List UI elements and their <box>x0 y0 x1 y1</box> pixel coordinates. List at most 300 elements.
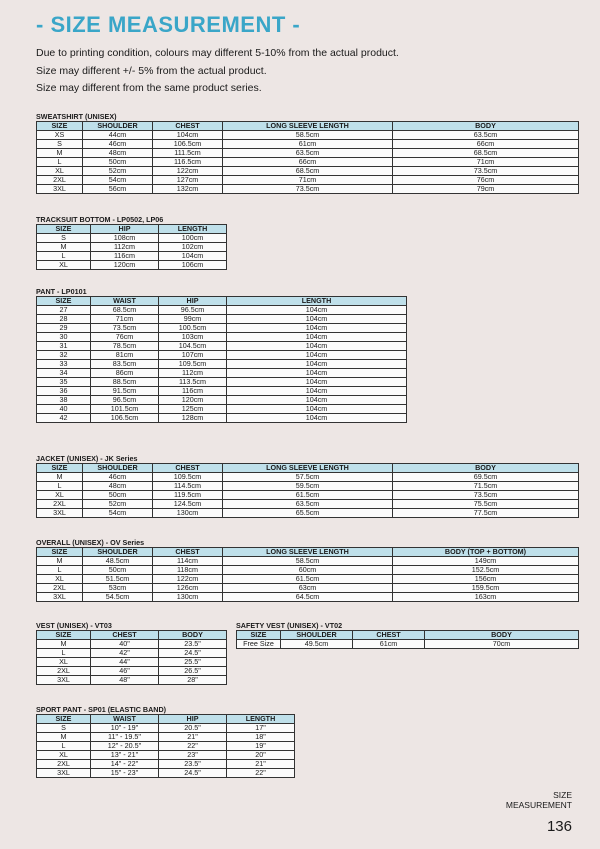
table-cell: 106.5cm <box>91 414 159 423</box>
table-cell: L <box>37 566 83 575</box>
footer-label <box>506 790 572 810</box>
table-cell: 122cm <box>153 167 223 176</box>
size-table <box>36 463 579 518</box>
column-header: SHOULDER <box>281 631 353 640</box>
column-header: LENGTH <box>227 715 295 724</box>
table-row <box>37 473 579 482</box>
column-header: SHOULDER <box>83 122 153 131</box>
table-cell: 99cm <box>159 315 227 324</box>
table-cell: 63.5cm <box>393 131 579 140</box>
table-row <box>37 324 407 333</box>
table-cell: 51.5cm <box>83 575 153 584</box>
table-cell: 68.5cm <box>223 167 393 176</box>
table-cell: 91.5cm <box>91 387 159 396</box>
table-cell: 48.5cm <box>83 557 153 566</box>
table-cell: 78.5cm <box>91 342 159 351</box>
table-row <box>37 500 579 509</box>
table-row <box>37 140 579 149</box>
table-cell: 114cm <box>153 557 223 566</box>
table-cell: 124.5cm <box>153 500 223 509</box>
table-cell: 122cm <box>153 575 223 584</box>
column-header: LONG SLEEVE LENGTH <box>223 122 393 131</box>
table-cell: 111.5cm <box>153 149 223 158</box>
table-row <box>37 306 407 315</box>
table-cell: 118cm <box>153 566 223 575</box>
table-cell: 73.5cm <box>393 167 579 176</box>
table-cell: 48" <box>91 676 159 685</box>
table-row <box>37 751 295 760</box>
column-header: WAIST <box>91 297 159 306</box>
table-cell: 54cm <box>83 176 153 185</box>
column-header: HIP <box>159 715 227 724</box>
table-row <box>37 333 407 342</box>
table-cell: 3XL <box>37 185 83 194</box>
notes <box>36 45 399 98</box>
table-cell: 50cm <box>83 566 153 575</box>
table-title: OVERALL (UNISEX) - OV Series <box>36 538 145 547</box>
table-cell: 27 <box>37 306 91 315</box>
table-cell: 63cm <box>223 584 393 593</box>
table-cell: 58.5cm <box>223 557 393 566</box>
table-cell: L <box>37 649 91 658</box>
table-row <box>37 149 579 158</box>
table-cell: 24.5" <box>159 769 227 778</box>
column-header: LONG SLEEVE LENGTH <box>223 464 393 473</box>
table-cell: XL <box>37 491 83 500</box>
table-cell: 100.5cm <box>159 324 227 333</box>
table-cell: 18" <box>227 733 295 742</box>
table-row <box>37 158 579 167</box>
table-cell: 103cm <box>159 333 227 342</box>
table-cell: 42 <box>37 414 91 423</box>
table-cell: 56cm <box>83 185 153 194</box>
page-number: 136 <box>546 818 572 835</box>
table-cell: 63.5cm <box>223 149 393 158</box>
table-cell: 152.5cm <box>393 566 579 575</box>
table-cell: 102cm <box>159 243 227 252</box>
table-cell: 36 <box>37 387 91 396</box>
column-header: SHOULDER <box>83 464 153 473</box>
table-cell: 65.5cm <box>223 509 393 518</box>
table-cell: 2XL <box>37 500 83 509</box>
note-line: Due to printing condition, colours may different 5-10% from the actual product. <box>36 47 399 59</box>
table-cell: 125cm <box>159 405 227 414</box>
table-cell: 119.5cm <box>153 491 223 500</box>
table-cell: 101.5cm <box>91 405 159 414</box>
table-row <box>37 593 579 602</box>
table-cell: 96.5cm <box>91 396 159 405</box>
table-cell: Free Size <box>237 640 281 649</box>
size-table <box>36 547 579 602</box>
table-cell: 114.5cm <box>153 482 223 491</box>
table-cell: XL <box>37 261 91 270</box>
table-row <box>37 509 579 518</box>
table-cell: 58.5cm <box>223 131 393 140</box>
table-cell: 19" <box>227 742 295 751</box>
table-cell: 120cm <box>91 261 159 270</box>
table-cell: 29 <box>37 324 91 333</box>
table-row <box>37 185 579 194</box>
vest-section <box>36 621 226 685</box>
table-cell: 61cm <box>223 140 393 149</box>
table-cell: 3XL <box>37 509 83 518</box>
table-cell: 104cm <box>159 252 227 261</box>
table-cell: L <box>37 252 91 261</box>
table-cell: 104cm <box>227 315 407 324</box>
table-cell: 126cm <box>153 584 223 593</box>
table-cell: 21" <box>159 733 227 742</box>
column-header: LENGTH <box>159 225 227 234</box>
table-cell: 2XL <box>37 584 83 593</box>
table-cell: 3XL <box>37 593 83 602</box>
sweatshirt-section <box>36 112 578 194</box>
column-header: SIZE <box>37 715 91 724</box>
table-cell: 113.5cm <box>159 378 227 387</box>
column-header: LONG SLEEVE LENGTH <box>223 548 393 557</box>
column-header: CHEST <box>91 631 159 640</box>
table-cell: 79cm <box>393 185 579 194</box>
table-row <box>37 351 407 360</box>
table-row <box>37 369 407 378</box>
table-header-row <box>37 715 295 724</box>
table-cell: 34 <box>37 369 91 378</box>
table-row <box>37 557 579 566</box>
table-row <box>37 387 407 396</box>
table-cell: 77.5cm <box>393 509 579 518</box>
table-cell: L <box>37 158 83 167</box>
table-row <box>37 167 579 176</box>
column-header: SHOULDER <box>83 548 153 557</box>
table-row <box>37 667 227 676</box>
table-header-row <box>37 464 579 473</box>
table-cell: 104cm <box>227 351 407 360</box>
table-cell: 104.5cm <box>159 342 227 351</box>
table-cell: 76cm <box>393 176 579 185</box>
table-cell: 54cm <box>83 509 153 518</box>
table-cell: 61.5cm <box>223 575 393 584</box>
table-cell: 70cm <box>425 640 579 649</box>
column-header: BODY <box>393 122 579 131</box>
table-cell: XL <box>37 751 91 760</box>
table-cell: 163cm <box>393 593 579 602</box>
column-header: BODY <box>425 631 579 640</box>
table-cell: 2XL <box>37 760 91 769</box>
table-cell: 26.5" <box>159 667 227 676</box>
note-line: Size may different +/- 5% from the actual product. <box>36 64 267 77</box>
table-cell: 104cm <box>227 360 407 369</box>
page-title: - SIZE MEASUREMENT - <box>36 12 301 37</box>
size-table <box>36 224 227 270</box>
table-cell: 22" <box>227 769 295 778</box>
footer-label-line: SIZE <box>553 790 572 800</box>
table-row <box>37 658 227 667</box>
table-cell: 108cm <box>91 234 159 243</box>
table-title: SPORT PANT - SP01 (ELASTIC BAND) <box>36 705 167 714</box>
table-cell: 159.5cm <box>393 584 579 593</box>
column-header: SIZE <box>37 297 91 306</box>
table-cell: M <box>37 557 83 566</box>
table-cell: XS <box>37 131 83 140</box>
table-cell: 48cm <box>83 149 153 158</box>
table-cell: 63.5cm <box>223 500 393 509</box>
table-cell: 2XL <box>37 176 83 185</box>
column-header: BODY <box>393 464 579 473</box>
size-table <box>236 630 579 649</box>
table-row <box>37 176 579 185</box>
column-header: CHEST <box>153 548 223 557</box>
table-header-row <box>37 122 579 131</box>
table-cell: 35 <box>37 378 91 387</box>
table-cell: 71cm <box>393 158 579 167</box>
table-cell: S <box>37 234 91 243</box>
table-row <box>37 396 407 405</box>
table-cell: 83.5cm <box>91 360 159 369</box>
table-cell: 28 <box>37 315 91 324</box>
table-title: TRACKSUIT BOTTOM - LP0502, LP06 <box>36 215 164 224</box>
table-header-row <box>37 548 579 557</box>
table-cell: 104cm <box>227 324 407 333</box>
column-header: SIZE <box>37 122 83 131</box>
table-header-row <box>37 631 227 640</box>
table-cell: 104cm <box>227 333 407 342</box>
table-row <box>37 315 407 324</box>
table-cell: 156cm <box>393 575 579 584</box>
table-cell: S <box>37 140 83 149</box>
column-header: LENGTH <box>227 297 407 306</box>
table-cell: 3XL <box>37 676 91 685</box>
table-row <box>37 414 407 423</box>
column-header: BODY (TOP + BOTTOM) <box>393 548 579 557</box>
table-row <box>37 760 295 769</box>
table-row <box>37 566 579 575</box>
table-cell: 50cm <box>83 491 153 500</box>
column-header: CHEST <box>353 631 425 640</box>
table-cell: 2XL <box>37 667 91 676</box>
table-cell: S <box>37 724 91 733</box>
table-row <box>37 584 579 593</box>
table-cell: 104cm <box>227 387 407 396</box>
table-cell: 76cm <box>91 333 159 342</box>
table-cell: 23" <box>159 751 227 760</box>
tracksuit-section <box>36 215 226 270</box>
table-cell: 112cm <box>159 369 227 378</box>
table-cell: 32 <box>37 351 91 360</box>
table-cell: 17" <box>227 724 295 733</box>
table-row <box>37 575 579 584</box>
table-row <box>37 491 579 500</box>
table-cell: 71.5cm <box>393 482 579 491</box>
column-header: SIZE <box>237 631 281 640</box>
table-cell: 23.5" <box>159 760 227 769</box>
column-header: SIZE <box>37 631 91 640</box>
table-cell: M <box>37 473 83 482</box>
table-row <box>37 243 227 252</box>
sport-pant-section <box>36 705 294 778</box>
table-cell: 38 <box>37 396 91 405</box>
table-cell: 71cm <box>223 176 393 185</box>
table-cell: 52cm <box>83 500 153 509</box>
table-row <box>37 769 295 778</box>
size-table <box>36 630 227 685</box>
table-cell: 130cm <box>153 509 223 518</box>
table-cell: 116cm <box>91 252 159 261</box>
table-cell: 49.5cm <box>281 640 353 649</box>
table-cell: M <box>37 640 91 649</box>
table-row <box>37 724 295 733</box>
table-cell: 40 <box>37 405 91 414</box>
table-cell: 120cm <box>159 396 227 405</box>
table-title: JACKET (UNISEX) - JK Series <box>36 454 138 463</box>
table-cell: 61.5cm <box>223 491 393 500</box>
column-header: SIZE <box>37 464 83 473</box>
table-cell: 25.5" <box>159 658 227 667</box>
safety-vest-section <box>236 621 578 649</box>
table-cell: 69.5cm <box>393 473 579 482</box>
table-row <box>37 252 227 261</box>
table-row <box>37 649 227 658</box>
table-cell: 104cm <box>227 369 407 378</box>
table-cell: 127cm <box>153 176 223 185</box>
table-header-row <box>37 297 407 306</box>
table-cell: 42" <box>91 649 159 658</box>
table-cell: 15" - 23" <box>91 769 159 778</box>
table-cell: 73.5cm <box>393 491 579 500</box>
table-cell: 104cm <box>227 396 407 405</box>
table-cell: 75.5cm <box>393 500 579 509</box>
table-cell: 104cm <box>153 131 223 140</box>
table-cell: 66cm <box>393 140 579 149</box>
table-cell: 3XL <box>37 769 91 778</box>
footer-label-line: MEASUREMENT <box>505 800 572 810</box>
table-cell: 68.5cm <box>91 306 159 315</box>
table-cell: 44" <box>91 658 159 667</box>
table-cell: 50cm <box>83 158 153 167</box>
table-cell: 96.5cm <box>159 306 227 315</box>
table-title: SWEATSHIRT (UNISEX) <box>36 112 117 121</box>
size-table <box>36 296 407 423</box>
table-cell: 20" <box>227 751 295 760</box>
table-cell: 71cm <box>91 315 159 324</box>
table-cell: 12" - 20.5" <box>91 742 159 751</box>
table-cell: 104cm <box>227 378 407 387</box>
column-header: WAIST <box>91 715 159 724</box>
table-row <box>37 676 227 685</box>
table-cell: 106.5cm <box>153 140 223 149</box>
column-header: CHEST <box>153 122 223 131</box>
table-row <box>37 482 579 491</box>
table-cell: 20.5" <box>159 724 227 733</box>
table-cell: M <box>37 243 91 252</box>
column-header: BODY <box>159 631 227 640</box>
column-header: CHEST <box>153 464 223 473</box>
table-row <box>37 131 579 140</box>
table-cell: 107cm <box>159 351 227 360</box>
table-row <box>237 640 579 649</box>
table-cell: 40" <box>91 640 159 649</box>
table-cell: 57.5cm <box>223 473 393 482</box>
table-cell: 116cm <box>159 387 227 396</box>
table-title: SAFETY VEST (UNISEX) - VT02 <box>236 621 343 630</box>
table-cell: 46" <box>91 667 159 676</box>
table-cell: 14" - 22" <box>91 760 159 769</box>
table-row <box>37 640 227 649</box>
overall-section <box>36 538 578 602</box>
table-cell: M <box>37 733 91 742</box>
table-cell: 104cm <box>227 405 407 414</box>
table-cell: 22" <box>159 742 227 751</box>
table-row <box>37 234 227 243</box>
pant-section <box>36 287 406 423</box>
table-cell: 81cm <box>91 351 159 360</box>
table-cell: XL <box>37 575 83 584</box>
table-cell: 59.5cm <box>223 482 393 491</box>
jacket-section <box>36 454 578 518</box>
table-cell: M <box>37 149 83 158</box>
table-cell: 28" <box>159 676 227 685</box>
table-cell: 104cm <box>227 306 407 315</box>
table-cell: 64.5cm <box>223 593 393 602</box>
table-cell: 60cm <box>223 566 393 575</box>
table-cell: 13" - 21" <box>91 751 159 760</box>
table-cell: 112cm <box>91 243 159 252</box>
table-row <box>37 261 227 270</box>
table-row <box>37 378 407 387</box>
table-cell: 100cm <box>159 234 227 243</box>
column-header: HIP <box>91 225 159 234</box>
table-row <box>37 742 295 751</box>
table-cell: L <box>37 482 83 491</box>
table-cell: 88.5cm <box>91 378 159 387</box>
table-row <box>37 342 407 351</box>
table-cell: 128cm <box>159 414 227 423</box>
table-row <box>37 405 407 414</box>
table-cell: 48cm <box>83 482 153 491</box>
table-cell: XL <box>37 167 83 176</box>
column-header: SIZE <box>37 225 91 234</box>
table-cell: 52cm <box>83 167 153 176</box>
table-cell: 44cm <box>83 131 153 140</box>
column-header: HIP <box>159 297 227 306</box>
table-cell: 53cm <box>83 584 153 593</box>
table-cell: 130cm <box>153 593 223 602</box>
table-cell: 104cm <box>227 342 407 351</box>
table-cell: 24.5" <box>159 649 227 658</box>
table-cell: 33 <box>37 360 91 369</box>
table-cell: 61cm <box>353 640 425 649</box>
size-table <box>36 714 295 778</box>
table-row <box>37 360 407 369</box>
table-cell: 10" - 19" <box>91 724 159 733</box>
table-cell: 23.5" <box>159 640 227 649</box>
table-cell: L <box>37 742 91 751</box>
column-header: SIZE <box>37 548 83 557</box>
table-cell: 66cm <box>223 158 393 167</box>
table-header-row <box>37 225 227 234</box>
table-cell: 73.5cm <box>223 185 393 194</box>
table-cell: 109.5cm <box>159 360 227 369</box>
table-cell: 86cm <box>91 369 159 378</box>
table-cell: 149cm <box>393 557 579 566</box>
table-cell: 104cm <box>227 414 407 423</box>
table-row <box>37 733 295 742</box>
table-cell: 31 <box>37 342 91 351</box>
table-cell: 73.5cm <box>91 324 159 333</box>
table-cell: 109.5cm <box>153 473 223 482</box>
table-cell: 11" - 19.5" <box>91 733 159 742</box>
table-title: PANT - LP0101 <box>36 287 87 296</box>
table-cell: 46cm <box>83 140 153 149</box>
table-cell: XL <box>37 658 91 667</box>
